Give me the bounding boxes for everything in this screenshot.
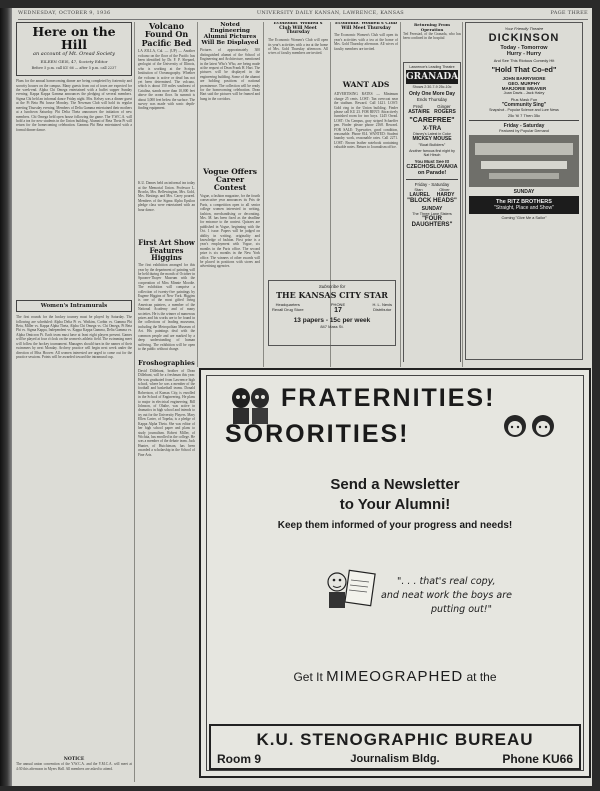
kc-star-drugstore: Rexall Drug Store bbox=[272, 307, 304, 312]
dickinson-coming: Coming "Give Me a Sailor" bbox=[501, 216, 547, 220]
granada-note: Another famous first night by Nat Hirsch bbox=[409, 149, 455, 157]
club-headline-2: Economic Women's Club Will Meet Thursday bbox=[335, 22, 397, 31]
dickinson-cast1: JOHN BARRYMORE bbox=[502, 76, 546, 81]
frosh-headline: Froshographies bbox=[138, 359, 195, 367]
column-rule bbox=[400, 22, 401, 367]
kc-star-distributor: Distributor bbox=[373, 307, 392, 312]
kc-star-price: 13 papers - 15c per week bbox=[293, 317, 371, 324]
society-body: Plans for the annual homecoming dinner are being completed by fraternity and sorority houses on the campus. Many guests from out of town are expected for the week-end. Alpha Chi Omega entertained with a buffet supper Sunday evening. Kappa Kappa Gamma announces the pledging of several members. Sigma Chi held an informal dance Friday night. Mrs. Kelsey was a dinner guest at the Pi Beta Phi house Monday. The Newman Club will hold its regular meeting Thursday evening. Members of Delta Gamma entertained their mothers at a luncheon Saturday. Phi Delta Theta announces the initiation of new members. Chi Omega held open house following the game. The Y.W.C.A. will hold a tea for new students in the Union building. Alumni of Beta Theta Pi will return for the homecoming celebration. Gamma Phi Beta entertained with a formal dinner dance. bbox=[16, 79, 132, 132]
kc-star-distributor-name: H. L. Nevis bbox=[372, 302, 392, 307]
want-ads-body: ADVERTISING RATES — Minimum charge 25 cents. LOST: Tan overcoat near the stadium. Reward. Call 1421. LOST: Gold ring in the Union building. Finder please call KU 23. FOR RENT: Attractively furnished room for two boys. 1245 Oread. LOST: On Campus, gray striped Schaeffer pen. Finder please phone 2168. Reward. FOR SALE: Typewriter, good condition, reasonable. Phone 814. WANTED: Student laundry work, reasonable rates. Call 2271. LOST: Brown leather notebook containing valuable notes. Return to Journalism office. bbox=[334, 92, 398, 150]
granada-cartoon3: "Boat Builders" bbox=[418, 142, 446, 147]
ad-quote2: and neat work the boys are bbox=[381, 590, 512, 601]
engineering-body: Pictures of approximately 300 distinguished alumni of the School of Engineering and Architecture, mentioned in the latest Who's Who, are being made at the request of Dean Frank H. Hart. The pictures will be displayed in the engineering building. Some of the alumni are holding positions of national prominence. The collection will be ready for the homecoming celebration. Dean Hart said the pictures will be framed and hung in the corridors. bbox=[200, 48, 260, 101]
ad-bureau: K.U. STENOGRAPHIC BUREAU bbox=[256, 730, 534, 749]
granada-extra: X-TRA bbox=[422, 126, 442, 132]
dickinson-fri2: Featured by Popular Demand bbox=[499, 129, 549, 133]
dickinson-snap: Snapshot - Popular Science and Lure News bbox=[489, 108, 559, 112]
masthead-paper: UNIVERSITY DAILY KANSAN, LAWRENCE, KANSAS bbox=[256, 10, 404, 16]
kc-star-paper: THE KANSAS CITY STAR bbox=[276, 290, 388, 300]
column-news-a bbox=[138, 22, 195, 362]
engineering-headline: Noted Engineering Alumni Pictures Will Be Displayed bbox=[201, 22, 259, 47]
dickinson-cast3: MARJORIE WEAVER bbox=[501, 86, 547, 91]
ad-send-line1: Send a Newsletter bbox=[330, 476, 460, 493]
dickinson-ritz-box bbox=[469, 196, 579, 214]
kc-star-phone: 17 bbox=[334, 307, 342, 314]
club-body: The Economic Women's Club will open its year's activities with a tea at the home of Mrs. Gold Thursday afternoon. All wives of faculty members are invited. bbox=[268, 38, 328, 56]
intramurals-heading: Women's Intramurals bbox=[16, 300, 132, 312]
dickinson-andsee: And See This Riotous Comedy Hit bbox=[493, 58, 555, 63]
granada-ad bbox=[403, 62, 461, 362]
granada-tagline: Lawrence's Leading Theatre bbox=[409, 65, 455, 69]
kc-star-phone-label: PHONE bbox=[330, 302, 346, 307]
dickinson-hurry: Hurry - Hurry bbox=[506, 51, 542, 57]
volcano-headline: Volcano Found On Pacific Bed bbox=[141, 22, 192, 48]
promo-halftone-icon bbox=[469, 135, 579, 187]
dickinson-fri: Friday - Saturday bbox=[469, 120, 579, 129]
granada-movie: "CAREFREE" bbox=[409, 117, 455, 124]
dickinson-column bbox=[465, 22, 589, 362]
vogue-headline: Vogue Offers Career Contest bbox=[203, 167, 257, 193]
granada-star1: Fred bbox=[413, 104, 423, 109]
granada-s1: The Three Lane Sisters bbox=[412, 212, 452, 216]
society-phone: Before 5 p.m. call KU 66 — after 5 p.m. call 2237 bbox=[31, 66, 117, 71]
ad-sororities: SORORITIES! bbox=[225, 420, 410, 448]
masthead-date: WEDNESDAY, OCTOBER 9, 1936 bbox=[18, 10, 111, 16]
notice-title: NOTICE bbox=[63, 757, 85, 763]
granada-line2: Ends Thursday bbox=[416, 97, 448, 102]
kc-star-box bbox=[268, 280, 396, 346]
granada-b4: HARDY bbox=[436, 192, 455, 198]
ad-fraternities: FRATERNITIES! bbox=[281, 384, 496, 412]
newspaper-page bbox=[12, 8, 592, 786]
granada-star3: ASTAIRE bbox=[408, 109, 430, 115]
granada-star4: ROGERS bbox=[434, 109, 456, 115]
page-binding-edge bbox=[0, 8, 12, 786]
dickinson-plus: Plus Mask Fun bbox=[510, 97, 538, 102]
column-froshographies bbox=[138, 358, 195, 778]
stenographic-bureau-ad bbox=[199, 368, 591, 778]
dickinson-today: Today - Tomorrow bbox=[500, 45, 548, 51]
ad-get-line bbox=[201, 668, 589, 685]
granada-b3: LAUREL bbox=[409, 192, 430, 198]
dames-body: K.U. Dames held an informal tea today at the Memorial Union. Professor L. Brooks, Mrs. Bellewington, Mrs. Gold, Mrs. Hastings and Mrs. Carey poured. Members of the Sigma Alpha Epsilon pledge class were entertained with an hour dance. bbox=[138, 181, 195, 212]
frosh-body: David Dillehunt, brother of Dean Dillehunt, will be a freshman this year. He was graduated from Lawrence high school, where he was a member of the football and basketball teams. Donald Robertson, of Kansas City, is enrolled in the School of Engineering. He plans to major in electrical engineering. Bill Johnson, of Olathe, was active in dramatics in high school and intends to try out for the University Players. Mary Ellen Carter, of Topeka, is a pledge of Kappa Alpha Theta. She was editor of her high school paper and plans to study journalism. Robert Miller, of Wichita, has enrolled in the college. He was a member of the debate team. Jack Hunter, of Hutchinson, has been awarded a scholarship in the School of Fine Arts. bbox=[138, 368, 195, 457]
kc-star-hq: Headquarters bbox=[275, 302, 300, 307]
granada-star2: Ginger bbox=[437, 104, 451, 109]
column-news-c bbox=[268, 22, 328, 292]
kc-star-subscribe: Subscribe for bbox=[318, 284, 346, 289]
dickinson-sun2: The RITZ BROTHERS bbox=[496, 199, 552, 205]
dickinson-price: 25c 'til 7 Then 35c bbox=[507, 113, 541, 118]
ad-get2: MIMEOGRAPHED bbox=[326, 668, 464, 685]
granada-feature: CZECHOSLOVAKIA on Parade! bbox=[406, 164, 458, 176]
volcano-body: LA JOLLA, Cal. — (UP) — Another volcano on the floor of the Pacific has been identified by Dr. F. P. Shepard, geologist of the University of Illinois, who is working at the Scripps Institution of Oceanography. Whether the volcano is active or dead has not yet been determined. The volcano, which is about 150 miles southeast of Catalina, stands more than 10,000 feet above the ocean floor. Its summit is about 3,000 feet below the surface. The survey was made with sonic depth-finding equipment. bbox=[138, 49, 195, 111]
art-show-body: The first exhibition arranged for this year by the department of painting will be held during the month of October in Spooner-Thayer Museum with the cooperation of Miss Minnie Moodie. The exhibition will comprise a collection of twenty-five paintings by Eugene Higgins of New York. Higgins is one of the most gifted living American painters, a member of the National Academy and of many societies. He is the winner of numerous prizes and his works are to be found in the collections of leading museums, including the Metropolitan Museum of Art. His paintings deal with the common people and are marked by a deep understanding of human suffering. The exhibition will be open to the public without charge. bbox=[138, 263, 195, 351]
column-rule bbox=[134, 22, 135, 782]
ad-quote1: ". . . that's real copy, bbox=[397, 576, 496, 587]
granada-cartoon2: MICKEY MOUSE bbox=[412, 136, 452, 142]
newsletter-reader-icon bbox=[323, 566, 379, 612]
masthead-page: PAGE THREE bbox=[550, 10, 588, 16]
granada-must: You Must See It! bbox=[414, 159, 450, 164]
granada-return-body: Ted Fernstad, of the Granada, who has been confined in the hospital bbox=[403, 32, 461, 41]
dickinson-cast2: GEO. MURPHY bbox=[507, 81, 540, 86]
granada-column bbox=[403, 22, 461, 362]
ad-get3: at the bbox=[466, 670, 497, 684]
dickinson-sun3: "Straight, Place and Show" bbox=[494, 205, 554, 211]
dickinson-cast4: Joan Davis - Jack Haley bbox=[503, 91, 545, 95]
society-byline: EILEEN GEIS, 47, Society Editor bbox=[40, 59, 108, 65]
granada-sunday: SUNDAY bbox=[421, 206, 443, 212]
cartoon-coeds-icon bbox=[501, 412, 561, 448]
granada-return-head: Returning From Operation bbox=[413, 22, 451, 32]
granada-shows: Shows 2:30-7-9 25c-10c bbox=[412, 85, 452, 89]
ku-bureau-box bbox=[209, 724, 581, 770]
ad-bldg: Journalism Bldg. bbox=[350, 753, 440, 765]
kc-star-address: 847 Mass St. bbox=[320, 324, 344, 329]
granada-s2: "FOUR DAUGHTERS" bbox=[411, 216, 453, 228]
ad-send-line2: to Your Alumni! bbox=[339, 496, 451, 513]
column-rule bbox=[197, 22, 198, 367]
dickinson-plus2: "Community Sing" bbox=[501, 102, 547, 108]
granada-line1: Only One More Day bbox=[408, 91, 456, 97]
column-society bbox=[16, 22, 132, 786]
dickinson-tagline: Your Friendly Theatre bbox=[504, 26, 544, 31]
dickinson-sunday: SUNDAY bbox=[513, 189, 535, 195]
want-ads-title: WANT ADS bbox=[342, 80, 390, 90]
club-body-2: The Economic Women's Club will open its year's activities with a tea at the home of Mrs. Gold Thursday afternoon. All wives of faculty members are invited. bbox=[334, 33, 398, 51]
dickinson-promo-image bbox=[469, 135, 579, 187]
granada-b1: Stan bbox=[414, 187, 423, 192]
ad-keep: Keep them informed of your progress and needs! bbox=[277, 520, 513, 531]
notice-body: The annual union convention of the Y.W.C.A. and the Y.M.C.A. will meet at 4:30 this afternoon in Myers Hall. All members are asked to attend. bbox=[16, 762, 132, 771]
society-subhead: an account of Mt. Oread Society bbox=[32, 51, 116, 58]
granada-cartoon1: Disney's Latest in Color bbox=[413, 132, 451, 136]
art-show-headline: First Art Show Features Higgins bbox=[138, 238, 195, 262]
granada-fri: Friday - Saturday bbox=[406, 179, 458, 187]
masthead bbox=[18, 10, 588, 20]
ad-phone: Phone KU66 bbox=[502, 752, 573, 766]
society-header-box bbox=[16, 22, 132, 76]
granada-logo: GRANADA bbox=[406, 72, 459, 82]
intramurals-body: The first rounds for the hockey tourney must be played by Saturday. The following are scheduled: Alpha Delta Pi vs. Watkins, Corbin vs. Gamma Phi Beta, Miller vs. Kappa Alpha Theta, Alpha Chi Omega vs. Chi Omega, Pi Beta Phi vs. Sigma Kappa, Independent vs. Kappa Kappa Gamma, Delta Gamma vs. Alpha Omicron Pi. Each team must have at least eight players present. Games will be played at four o'clock on the women's athletic field. The swimming meet will follow the hockey tournament. Managers should turn in the names of their swimmers by next Monday. Archery practice will begin next week under the direction of Miss Hoover. All women interested are urged to come out for the practice sessions. Points will be awarded toward the intramural cup. bbox=[16, 315, 132, 359]
dickinson-logo: DICKINSON bbox=[488, 32, 560, 44]
dickinson-ad bbox=[465, 22, 583, 360]
ad-room: Room 9 bbox=[217, 752, 262, 766]
column-rule bbox=[462, 22, 463, 367]
society-headline: Here on the Hill bbox=[32, 24, 116, 53]
ad-get1: Get It bbox=[293, 670, 323, 684]
vogue-body: Vogue, a fashion magazine, for the fourth consecutive year announces its Prix de Paris, a competition open to all senior college women interested in writing, fashion, merchandising or decorating. Mrs. M. has been fixed as the deadline for entrance to the contest. Quizzes are published in Vogue, beginning with the Oct. 1 issue. Papers will be judged on ability in writing, originality and knowledge of fashion. First prize is a year's employment with Vogue, six months in the Paris office. The second prize is six months in the New York office. The winners of other awards will be placed in positions with stores and advertising agencies. bbox=[200, 193, 260, 269]
ad-quote3: putting out!" bbox=[431, 604, 492, 615]
club-headline: Economic Women's Club Will Meet Thursday bbox=[273, 22, 323, 36]
granada-b2: Oliver bbox=[439, 187, 450, 192]
dickinson-movie: "Hold That Co-ed" bbox=[491, 65, 557, 74]
granada-bmovie: "BLOCK HEADS" bbox=[407, 198, 457, 204]
